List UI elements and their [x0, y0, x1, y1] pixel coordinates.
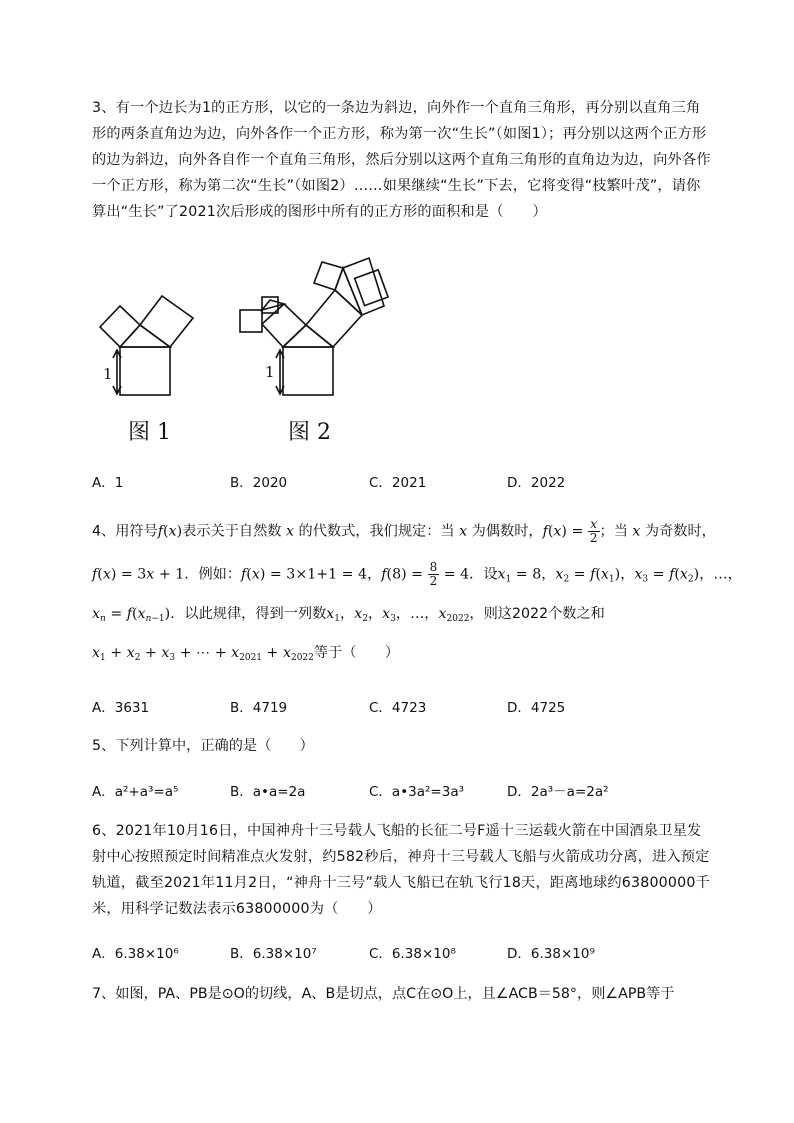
figure-1-caption: 图 1: [128, 420, 171, 445]
option-c[interactable]: C．2021: [369, 475, 427, 491]
question-3-options: [92, 471, 712, 491]
option-d[interactable]: D．2022: [507, 475, 566, 491]
figure-2-side-label: 1: [265, 363, 275, 381]
question-4-line-2: f(x) = 3x + 1．例如：f(x) = 3×1+1 = 4，f(8) = $\frac{8}{2}$ = 4．设$x_1 = 8$，$x_2 = f(x_1)$，$x_3 = f(x_2)$，…，: [92, 560, 742, 588]
option-d[interactable]: D．2a³－a=2a²: [507, 784, 609, 800]
question-7-text: 7、如图，PA、PB是⊙O的切线，A、B是切点，点C在⊙O上，且∠ACB＝58°，则∠APB等于: [92, 986, 675, 1002]
option-c[interactable]: C．a•3a²=3a³: [369, 784, 465, 800]
option-b[interactable]: B．a•a=2a: [230, 784, 306, 800]
question-6-text: 6、2021年10月16日，中国神舟十三号载人飞船的长征二号F遥十三运载火箭在中国酒泉卫星发射中心按照预定时间精准点火发射，约582秒后，神舟十三号载人飞船与火箭成功分离，进入预定轨道，截至2021年11月2日，“神舟十三号”载人飞船已在轨飞行18天，距离地球约63800000千米，用科学记数法表示63800000为（ ）: [92, 823, 710, 917]
figure-1-side-label: 1: [103, 365, 113, 383]
question-4-line-4: $x_1 + x_2 + x_3$ + ⋯ + $x_{2021} + x_{2022}$等于（ ）: [92, 645, 400, 663]
option-d[interactable]: D．4725: [507, 700, 566, 716]
option-d[interactable]: D．6.38×10⁹: [507, 946, 595, 962]
option-b[interactable]: B．4719: [230, 700, 288, 716]
question-4-line-3: $x_n = f(x_{n-1})$．以此规律，得到一列数$x_1$，$x_2$，$x_3$，…，$x_{2022}$，则这2022个数之和: [92, 606, 605, 624]
question-3-text: 3、有一个边长为1的正方形，以它的一条边为斜边，向外作一个直角三角形，再分别以直角三角形的两条直角边为边，向外各作一个正方形，称为第一次“生长”（如图1）；再分别以这两个正方形的边为斜边，向外各自作一个直角三角形，然后分别以这两个直角三角形的直角边为边，向外各作一个正方形，称为第二次“生长”（如图2）……如果继续“生长”下去，它将变得“枝繁叶茂”，请你算出“生长”了2021次后形成的图形中所有的正方形的面积和是（ ）: [92, 100, 711, 220]
option-a[interactable]: A．1: [92, 475, 124, 491]
option-a[interactable]: A．6.38×10⁶: [92, 946, 179, 962]
figure-1-shapes: [100, 296, 193, 395]
question-5-options: [92, 780, 712, 800]
question-4-line-1: 4、用符号f(x)表示关于自然数 x 的代数式，我们规定：当 x 为偶数时，f(x) = $\frac{x}{2}$ ；当 x 为奇数时，: [92, 517, 716, 545]
option-c[interactable]: C．4723: [369, 700, 427, 716]
figure-2-shapes: [240, 258, 388, 395]
question-4-options: [92, 696, 712, 716]
question-6-options: [92, 942, 712, 962]
question-5-text: 5、下列计算中，正确的是（ ）: [92, 738, 314, 754]
option-b[interactable]: B．6.38×10⁷: [230, 946, 317, 962]
option-a[interactable]: A．3631: [92, 700, 150, 716]
option-a[interactable]: A．a²+a³=a⁵: [92, 784, 179, 800]
option-b[interactable]: B．2020: [230, 475, 288, 491]
option-c[interactable]: C．6.38×10⁸: [369, 946, 456, 962]
figure-2-caption: 图 2: [288, 420, 331, 445]
